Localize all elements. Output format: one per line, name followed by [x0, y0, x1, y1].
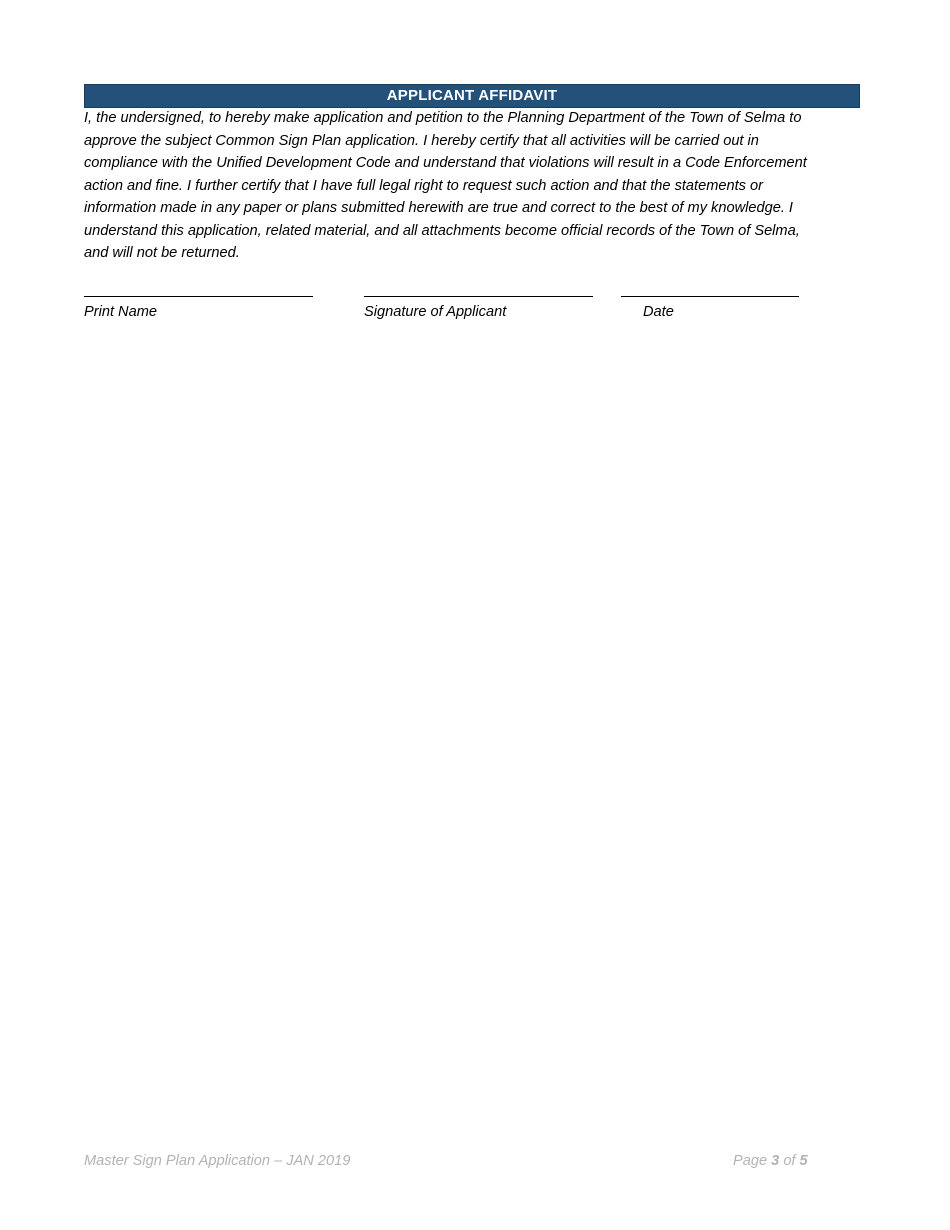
affidavit-line: action and fine. I further certify that I have full legal right to request such action and that the statements or — [84, 177, 763, 194]
affidavit-paragraph — [84, 107, 864, 265]
page-separator: of — [779, 1153, 800, 1169]
print-name-field[interactable] — [84, 296, 313, 297]
date-label: Date — [643, 304, 674, 320]
section-header-applicant-affidavit: APPLICANT AFFIDAVIT — [84, 84, 860, 108]
print-name-label: Print Name — [84, 304, 157, 320]
affidavit-line: compliance with the Unified Development Code and understand that violations will result in a Code Enforcement — [84, 155, 807, 171]
footer-document-title: Master Sign Plan Application – JAN 2019 — [84, 1153, 351, 1169]
date-field[interactable] — [621, 296, 799, 297]
page-prefix: Page — [733, 1153, 772, 1169]
affidavit-line: understand this application, related material, and all attachments become official records of the Town of Selma, — [84, 222, 800, 239]
affidavit-line: I, the undersigned, to hereby make application and petition to the Planning Department of the Town of Selma to — [84, 110, 802, 126]
signature-field[interactable] — [364, 296, 593, 297]
footer-page-number — [733, 1153, 808, 1169]
affidavit-line: information made in any paper or plans submitted herewith are true and correct to the best of my knowledge. I — [84, 200, 793, 216]
signature-label: Signature of Applicant — [364, 304, 507, 320]
affidavit-line: and will not be returned. — [84, 245, 240, 261]
page-total: 5 — [799, 1153, 808, 1169]
affidavit-line: approve the subject Common Sign Plan application. I hereby certify that all activities will be carried out in — [84, 132, 759, 149]
page-current: 3 — [771, 1153, 780, 1169]
